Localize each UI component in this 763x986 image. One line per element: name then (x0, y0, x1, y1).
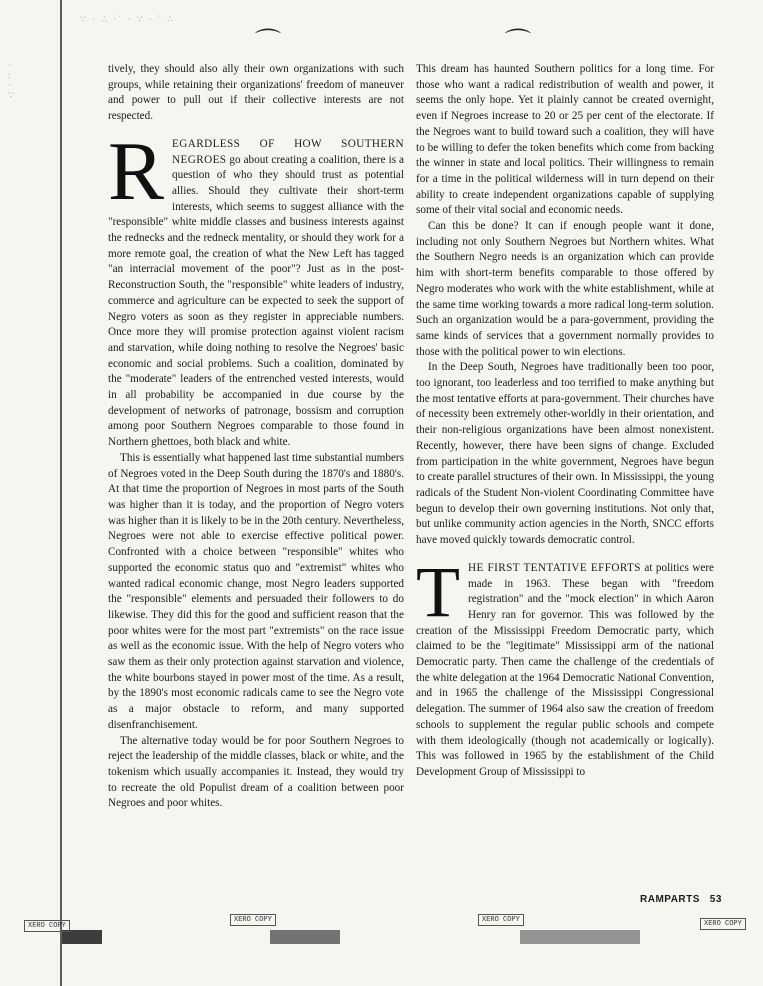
scan-bar-1 (62, 930, 102, 944)
right-column (416, 62, 714, 781)
right-paragraph-2: Can this be done? It can if enough people want it done, including not only Southern Negroes but Northern whites. What the Southern Negro needs is an organization which can provide him with short-term benefits comparable to those offered by Negro moderates who work with the white establishment, while at the same time working towards a more radical long-term solution. Such an organization would be a para-government, providing the same kinds of services that a government normally provides to those with the political power to win elections. (416, 220, 714, 358)
xerox-stamp-left: XERO COPY (24, 920, 70, 932)
top-mark-left: ⌒ (255, 28, 282, 57)
right-paragraph-1: This dream has haunted Southern politics for a long time. For those who want a radical redistribution of wealth and power, it seems the only hope. Yet it plainly cannot be created overnight, even if Negroes increase to 20 or 25 per cent of the electorate. If the Negroes want to build toward such a coalition, they will have to be willing to defer the token benefits which come from backing the winner in state and local politics. Their willingness to remain for a time in the political wilderness will in turn depend on their ability to create independent organizations capable of supplying some of their vital social and economic needs. (416, 63, 714, 217)
left-section-1 (108, 137, 404, 451)
left-paragraph-3: The alternative today would be for poor Southern Negroes to reject the leadership of the middle classes, black or white, and the tokenism which usually accompanies it. Instead, they would try to recreate the old Populist dream of a coalition between poor Negroes and poor whites. (108, 734, 404, 810)
section-lead-1: EGARDLESS OF HOW SOUTHERN NEGROES (172, 137, 404, 166)
left-column (108, 62, 404, 812)
left-paragraph-0: tively, they should also ally their own organizations with such groups, while retaining their organizations' freedom of maneuver and power to pull out if their collective interests are not respected. (108, 63, 404, 123)
right-paragraph-3: In the Deep South, Negroes have traditionally been too poor, too ignorant, too leaderless and too terrified to make anything but the most tentative efforts at para-government. Their churches have of necessity been extremely other-worldly in their orientation, and their non-religious organizations have been almost nonexistent. Recently, however, there have been signs of change. Excluded from participation in the white government, Negroes have begun to create parallel structures of their own. In Mississippi, the young radicals of the Student Non-violent Coordinating Committee have begun to develop their own governing institutions. Not only that, but unlike community action agencies in the North, SNCC efforts have moved quickly towards democratic control. (416, 361, 714, 547)
section-lead-2: HE FIRST TENTATIVE EFFORTS (467, 561, 641, 574)
right-section-2 (416, 561, 714, 781)
binder-line (60, 0, 62, 986)
scan-bar-2 (270, 930, 340, 944)
page-footer (640, 894, 722, 905)
xerox-stamp-far: XERO COPY (700, 918, 746, 930)
scan-bar-3 (520, 930, 640, 944)
left-paragraph-2: This is essentially what happened last time substantial numbers of Negroes voted in the Deep South during the 1870's and 1880's. At that time the proportion of Negroes in most parts of the South was higher than it is today, and the proportion of Negro voters was higher than it is likely to be in the 20th century. Nevertheless, Negroes were not able to exercise effective political power. Confronted with a choice between "responsible" whites who supported the economic status quo and "extremist" whites who wanted radical economic change, most Negro leaders supported the "responsible" elements and persuaded their followers to do likewise. They did this for the good and sufficient reason that the poor whites were for the most part "extremists" on the race issue as well as the economic issue. With the help of Negro voters who saw them as their only protection against starvation and violence, the white bourbons stayed in power most of the time. As a result, by the 1890's most economic radicals came to see the Negro vote as a major obstacle to reform, and many supported disenfranchisement. (108, 451, 404, 731)
top-mark-right: ⌒ (505, 28, 532, 57)
page-number: 53 (709, 894, 722, 905)
xerox-stamp-right: XERO COPY (478, 914, 524, 926)
drop-cap-t: T (416, 560, 460, 632)
right-paragraph-4: at politics were made in 1963. These began with "freedom registration" and the "mock election" in which Aaron Henry ran for governor. This was followed by the creation of the Mississippi Freedom Democratic party, which claimed to be the "legitimate" Mississippi arm of the national Democratic party. Then came the challenge of the credentials of the white delegation at the 1964 Democratic National Convention, and in 1965 the challenge of the Mississippi Congressional delegation. The summer of 1964 also saw the creation of freedom schools to supplement the regular public schools and compete with them ideologically (though not academically or logically). This was followed in 1965 by the establishment of the Child Development Group of Mississippi to (416, 561, 714, 778)
left-paragraph-1: go about creating a coalition, there is a question of who they should trust as potential allies. Should they cultivate their short-term interests, which seems to suggest alliance with the "responsible" white middle classes and business interests against the rednecks and the redneck mentality, or should they work for a more remote goal, the creation of what the New Left has tagged "an interracial movement of the poor"? Just as in the post-Reconstruction South, the "responsible" white leaders of industry, commerce and agriculture can be expected to seek the support of Negro voters as soon as they register in appreciable numbers. Once more they will promise protection against violent racism and starvation, while doing nothing to resolve the Negroes' basic economic and social problems. Such a coalition, dominated by the "moderate" leaders of the entrenched vested interests, would in all probability be accompanied in due course by the development of networks of patronage, bossism and corruption among poor Southern Negroes comparable to those found in Northern ghettoes, both black and white. (108, 153, 404, 449)
drop-cap-r: R (108, 136, 165, 218)
xerox-stamp-mid: XERO COPY (230, 914, 276, 926)
magazine-name: RAMPARTS (640, 894, 700, 905)
scan-noise-margin: · : · ∵ (8, 60, 16, 100)
scan-noise-top: ∵ · ∴ ·˙ · ∵ · ˙ ∴ (80, 14, 175, 24)
